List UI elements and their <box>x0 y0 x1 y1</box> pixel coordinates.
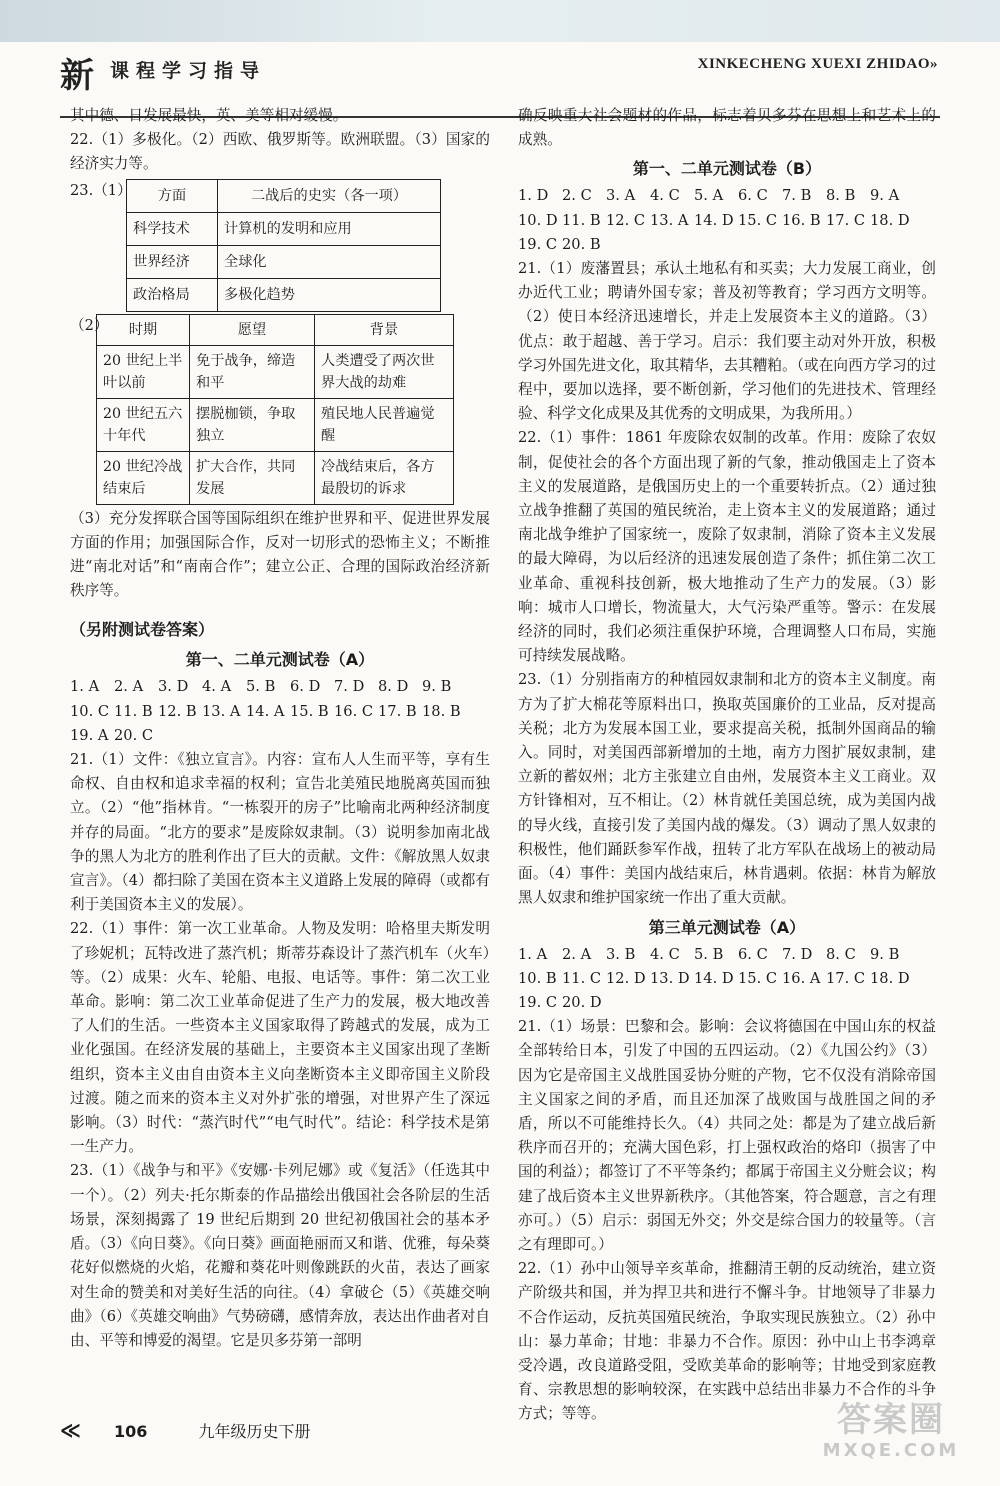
right-column <box>518 104 936 1427</box>
mc-item: 8. B <box>826 187 856 205</box>
table-postwar-facts <box>126 179 441 312</box>
mc-item: 9. A <box>870 187 900 205</box>
answer-23-3: （3）充分发挥联合国等国际组织在维护世界和平、促进世界发展方面的作用；加强国际合作，反对一切形式的恐怖主义；不断推进“南北对话”和“南南合作”；建立公正、合理的国际政治经济新秩序等。 <box>70 509 490 600</box>
mc-item: 19. C <box>518 993 558 1011</box>
page-header <box>0 42 1000 102</box>
mc-item: 6. C <box>738 945 768 963</box>
mc-item: 11. B <box>114 702 153 720</box>
table-cell: 冷战结束后，各方最殷切的诉求 <box>315 451 454 504</box>
mc-item: 14. D <box>694 211 734 229</box>
table-cell: 人类遭受了两次世界大战的劫难 <box>315 345 454 398</box>
mc-item: 18. D <box>870 969 910 987</box>
table-row <box>97 451 454 504</box>
mc-item: 16. C <box>334 702 374 720</box>
mc-item: 1. A <box>518 945 548 963</box>
mc-item: 7. D <box>334 678 365 696</box>
top-decorative-band <box>0 0 1000 42</box>
answer-23-1 <box>70 179 490 312</box>
answer-cont: 确反映重大社会题材的作品，标志着贝多芬在思想上和艺术上的成熟。 <box>518 107 936 149</box>
mc-item: 2. A <box>114 678 144 696</box>
mc-item: 20. C <box>114 726 154 744</box>
book-title: 九年级历史下册 <box>198 1422 311 1441</box>
answer-23: 23.（1）《战争与和平》《安娜·卡列尼娜》或《复活》（任选其中一个）。（2）列夫·托尔斯泰的作品描绘出俄国社会各阶层的生活场景，深刻揭露了 19 世纪后期到 20 世纪初俄国社会的基本矛盾。（3）《向日葵》。《向日葵》画面艳丽而又和谐、优雅，每朵葵花好似燃烧的火焰，花瓣和葵花叶则像跳跃的火苗，表达了画家对生命的赞美和对美好生活的向往。（4）拿破仑（5）《英雄交响曲》（6）《英雄交响曲》气势磅礴，感情奔放，表达出作曲者对自由、平等和博爱的渴望。它是贝多芬第一部明 <box>70 1162 490 1349</box>
mc-item: 17. B <box>378 702 417 720</box>
double-left-arrow-icon: ≪ <box>60 1418 81 1442</box>
mc-item: 7. D <box>782 945 813 963</box>
answer-22: 22.（1）孙中山领导辛亥革命，推翻清王朝的反动统治，建立资产阶级共和国，并为捍卫共和进行不懈斗争。甘地领导了非暴力不合作运动，反抗英国殖民统治，争取实现民族独立。（2）孙中山：暴力革命；甘地：非暴力不合作。原因：孙中山上书李鸿章受冷遇，改良道路受阻，受欧美革命的影响等；甘地受到家庭教育、宗教思想的影响较深，在实践中总结出非暴力不合作的斗争方式；等等。 <box>518 1260 936 1423</box>
mc-item: 18. D <box>870 211 910 229</box>
answer-22: 22.（1）多极化。（2）西欧、俄罗斯等。欧洲联盟。（3）国家的经济实力等。 <box>70 131 490 173</box>
q23-1-label: 23.（1） <box>70 181 132 199</box>
table-header: 时期 <box>97 314 190 345</box>
table-row <box>97 398 454 451</box>
mc-item: 15. C <box>738 211 778 229</box>
watermark-text: 答案圈 <box>837 1400 945 1440</box>
brand-pinyin <box>698 56 938 73</box>
mc-item: 16. B <box>782 211 821 229</box>
mc-item: 10. D <box>518 211 558 229</box>
answer-21: 21.（1）场景：巴黎和会。影响：会议将德国在中国山东的权益全部转给日本，引发了中国的五四运动。（2）《九国公约》（3）因为它是帝国主义战胜国妥协分赃的产物，它不仅没有消除帝国主义国家之间的矛盾，而且还加深了战败国与战胜国之间的矛盾，所以不可能维持长久。（4）共同之处：都是为了建立战后新秩序而召开的；充满大国色彩，打上强权政治的烙印（损害了中国的利益）；都签订了不平等条约；都属于帝国主义分赃会议；构建了战后资本主义世界新秩序。（其他答案，符合题意，言之有理亦可。）（5）启示：弱国无外交；外交是综合国力的较量等。（言之有理即可。） <box>518 1018 936 1253</box>
mc-item: 3. A <box>606 187 636 205</box>
mc-item: 2. A <box>562 945 592 963</box>
mc-item: 8. C <box>826 945 856 963</box>
answer-23: 23.（1）分别指南方的种植园奴隶制和北方的资本主义制度。南方为了扩大棉花等原料出口，换取英国廉价的工业品，反对提高关税；北方为发展本国工业，要求提高关税，抵制外国商品的输入。同时，对美国西部新增加的土地，南方力图扩展奴隶制，建立新的蓄奴州；北方主张建立自由州，发展资本主义工商业。双方针锋相对，互不相让。（2）林肯就任美国总统，成为美国内战的导火线，直接引发了美国内战的爆发。（3）调动了黑人奴隶的积极性，他们踊跃参军作战，扭转了北方军队在战场上的被动局面。（4）事件：美国内战结束后，林肯遇刺。依据：林肯为解放黑人奴隶和维护国家统一作出了重大贡献。 <box>518 671 936 907</box>
mc-item: 3. D <box>158 678 189 696</box>
table-cell: 政治格局 <box>127 278 218 311</box>
test-title: 第一、二单元测试卷（B） <box>632 159 822 179</box>
answer-22: 22.（1）事件：1861 年废除农奴制的改革。作用：废除了农奴制，促使社会的各个方面出现了新的气象，推动俄国走上了资本主义的发展道路，是俄国历史上的一个重要转折点。（2）通过独立战争推翻了英国的殖民统治，走上资本主义的发展道路；通过南北战争维护了国家统一，废除了奴隶制，消除了资本主义发展的最大障碍，为以后经济的迅速发展创造了条件；抓住第二次工业革命、重视科技创新，极大地推动了生产力的发展。（3）影响：城市人口增长，物流量大，大气污染严重等。警示：在发展经济的同时，我们必须注重保护环境，合理调整人口布局，实施可持续发展战略。 <box>518 429 936 665</box>
table-cell: 摆脱枷锁，争取独立 <box>190 398 315 451</box>
mc-item: 11. B <box>562 211 601 229</box>
pinyin-text: XINKECHENG XUEXI ZHIDAO <box>697 56 930 72</box>
mc-item: 10. C <box>70 702 110 720</box>
mc-item: 7. B <box>782 187 812 205</box>
q23-2-label: （2） <box>70 316 109 334</box>
mc-item: 3. B <box>606 945 636 963</box>
test-title: 第一、二单元测试卷（A） <box>185 650 375 670</box>
table-header: 愿望 <box>190 314 315 345</box>
mc-item: 6. D <box>290 678 321 696</box>
table-row <box>97 345 454 398</box>
answer-21: 21.（1）废藩置县；承认土地私有和买卖；大力发展工商业，创办近代工业；聘请外国专家；普及初等教育；学习西方文明等。（2）使日本经济迅速增长，并走上发展资本主义的道路。（3）优点：敢于超越、善于学习。启示：我们要主动对外开放，积极学习外国先进文化，取其精华，去其糟粕。（或在向西方学习的过程中，要加以选择，要不断创新，学习他们的先进技术、管理经验、科学文化成果及其优秀的文明成果，为我所用。） <box>518 260 936 423</box>
table-cell: 全球化 <box>218 245 441 278</box>
brand-glyph: 新 <box>60 56 94 96</box>
mc-item: 20. D <box>562 993 602 1011</box>
mc-item: 20. B <box>562 235 601 253</box>
brand-title: 课程学习指导 <box>110 60 267 82</box>
table-row <box>127 245 441 278</box>
table-cell: 世界经济 <box>127 245 218 278</box>
table-header: 方面 <box>127 179 218 212</box>
answer-23-2 <box>70 314 490 505</box>
table-cell: 扩大合作，共同发展 <box>190 451 315 504</box>
mc-item: 14. D <box>694 969 734 987</box>
mc-item: 13. A <box>650 211 689 229</box>
answer-22: 22.（1）事件：第一次工业革命。人物及发明：哈格里夫斯发明了珍妮机；瓦特改进了蒸汽机；斯蒂芬森设计了蒸汽机车（火车）等。（2）成果：火车、轮船、电报、电话等。事件：第二次工业革命。影响：第二次工业革命促进了生产力的发展，极大地改善了人们的生活。一些资本主义国家取得了跨越式的发展，成为工业化强国。在经济发展的基础上，主要资本主义国家出现了垄断组织，资本主义由自由资本主义向垄断资本主义即帝国主义阶段过渡。随之而来的资本主义对外扩张的增强，对世界产生了深远影响。（3）时代：“蒸汽时代”“电气时代”。结论：科学技术是第一生产力。 <box>70 920 490 1156</box>
mc-item: 12. B <box>158 702 197 720</box>
page-number: 106 <box>114 1422 148 1441</box>
answer-21: 21.（1）文件：《独立宣言》。内容：宣布人人生而平等，享有生命权、自由权和追求幸福的权利；宣告北美殖民地脱离英国而独立。（2）“他”指林肯。“一栋裂开的房子”比喻南北两种经济制度并存的局面。“北方的要求”是废除奴隶制。（3）说明参加南北战争的黑人为北方的胜利作出了巨大的贡献。文件：《解放黑人奴隶宣言》。（4）都扫除了美国在资本主义道路上发展的障碍（或都有利于美国资本主义的发展）。 <box>70 751 490 914</box>
mc-item: 19. C <box>518 235 558 253</box>
watermark-logo <box>816 1400 966 1472</box>
mc-item: 18. B <box>422 702 461 720</box>
mc-item: 12. C <box>606 211 646 229</box>
table-cell: 20 世纪冷战结束后 <box>97 451 190 504</box>
mc-answers <box>70 675 490 748</box>
mc-item: 5. B <box>694 945 724 963</box>
table-cell: 免于战争，缔造和平 <box>190 345 315 398</box>
mc-item: 17. C <box>826 969 866 987</box>
table-cell: 殖民地人民普遍觉醒 <box>315 398 454 451</box>
mc-item: 13. A <box>202 702 241 720</box>
mc-item: 8. D <box>378 678 409 696</box>
mc-answers <box>518 184 936 257</box>
mc-item: 9. B <box>870 945 900 963</box>
answer-cont: 其中德、日发展最快，英、美等相对缓慢。 <box>70 107 348 124</box>
section-title: （另附测试卷答案） <box>70 620 215 640</box>
mc-item: 19. A <box>70 726 109 744</box>
left-column <box>70 104 490 1353</box>
table-row <box>127 212 441 245</box>
mc-item: 12. D <box>606 969 646 987</box>
page-footer <box>60 1418 311 1442</box>
mc-item: 15. B <box>290 702 329 720</box>
watermark-url: MXQE.COM <box>822 1440 960 1461</box>
mc-item: 13. D <box>650 969 690 987</box>
mc-item: 1. A <box>70 678 100 696</box>
mc-item: 5. B <box>246 678 276 696</box>
mc-item: 4. C <box>650 945 680 963</box>
mc-item: 9. B <box>422 678 452 696</box>
table-header: 背景 <box>315 314 454 345</box>
mc-item: 2. C <box>562 187 592 205</box>
table-cell: 20 世纪五六十年代 <box>97 398 190 451</box>
table-header: 二战后的史实（各一项） <box>218 179 441 212</box>
double-arrow-icon: » <box>930 56 938 72</box>
table-row <box>127 278 441 311</box>
mc-answers <box>518 943 936 1016</box>
mc-item: 15. C <box>738 969 778 987</box>
mc-item: 14. A <box>246 702 285 720</box>
mc-item: 16. A <box>782 969 821 987</box>
mc-item: 5. A <box>694 187 724 205</box>
table-cell: 20 世纪上半叶以前 <box>97 345 190 398</box>
mc-item: 4. A <box>202 678 232 696</box>
test-title: 第三单元测试卷（A） <box>648 917 806 937</box>
mc-item: 1. D <box>518 187 549 205</box>
mc-item: 6. C <box>738 187 768 205</box>
table-cell: 科学技术 <box>127 212 218 245</box>
mc-item: 4. C <box>650 187 680 205</box>
mc-item: 11. C <box>562 969 602 987</box>
mc-item: 10. B <box>518 969 557 987</box>
table-periods <box>96 314 454 505</box>
table-cell: 多极化趋势 <box>218 278 441 311</box>
table-cell: 计算机的发明和应用 <box>218 212 441 245</box>
mc-item: 17. C <box>826 211 866 229</box>
